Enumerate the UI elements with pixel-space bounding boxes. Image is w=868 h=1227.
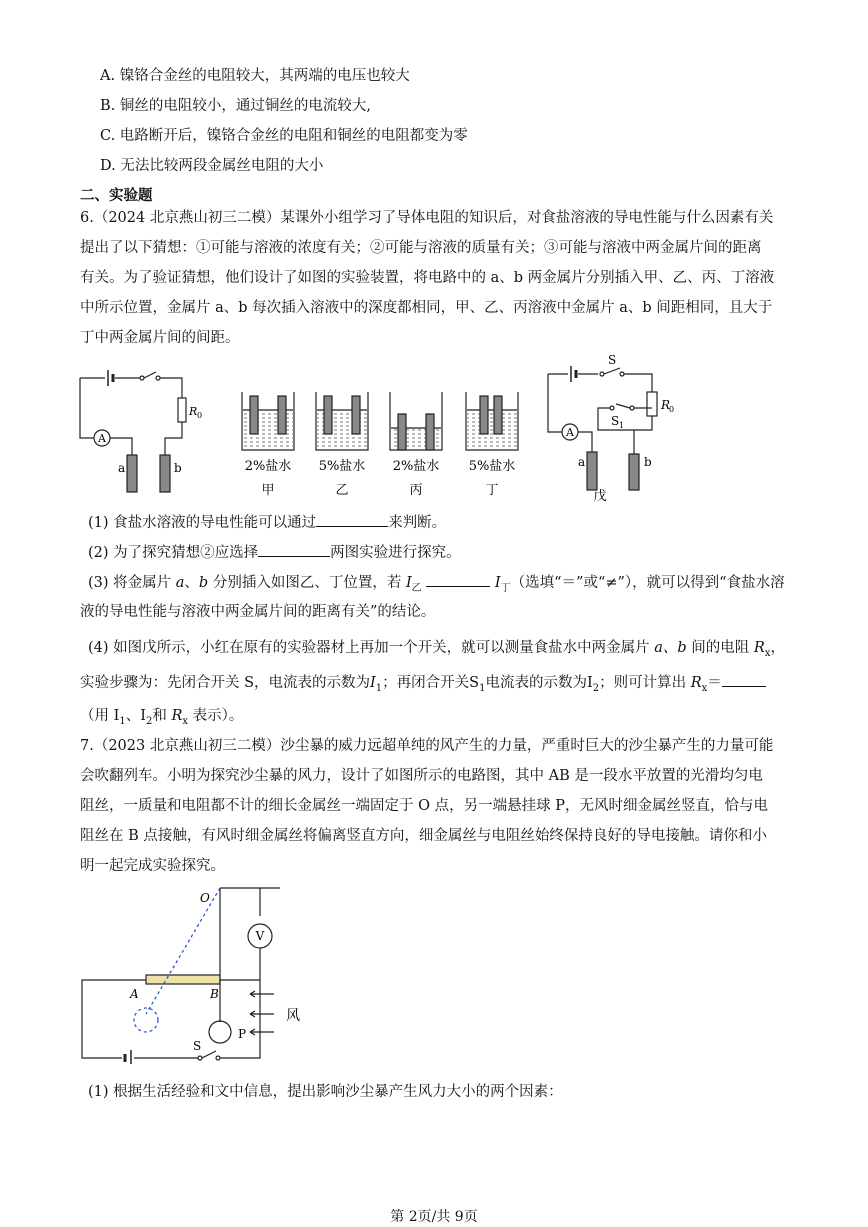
- q6-sub4-line3: （用 $I_1$、$I_2$和 $R_x$ 表示）。: [80, 708, 244, 727]
- q6-beakers: [232, 388, 532, 500]
- beaker-conc-label: 5%盐水: [318, 459, 366, 474]
- q7-stem-line: 7.（2023 北京燕山初三二模）沙尘暴的威力远超单纯的风产生的力量，严重时巨大的沙尘暴产生的力量可能: [80, 738, 774, 754]
- switch-s-label: S: [193, 1039, 202, 1053]
- q6-sub3-line2: 液的导电性能与溶液中两金属片间的距离有关”的结论。: [80, 604, 436, 620]
- q6-stem-line: 有关。为了验证猜想，他们设计了如图的实验装置，将电路中的 a、b 两金属片分别插入甲、乙、丙、丁溶液: [80, 270, 775, 286]
- q7-sub1: (1) 根据生活经验和文中信息，提出影响沙尘暴产生风力大小的两个因素：: [88, 1084, 563, 1100]
- ammeter-label: A: [98, 432, 106, 445]
- answer-blank[interactable]: [316, 512, 388, 527]
- q6-sub4-line1: (4) 如图戊所示，小红在原有的实验器材上再加一个开关，就可以测量食盐水中两金属片 a、b 间的电阻 $R_x$，: [88, 640, 785, 659]
- beaker-name-label: 丁: [485, 483, 499, 498]
- q5-option-a: A. 镍铬合金丝的电阻较大，其两端的电压也较大: [100, 68, 410, 84]
- figure-name-label: 戊: [593, 489, 607, 504]
- q6-sub2: (2) 为了探究猜想②应选择 两图实验进行探究。: [88, 542, 461, 563]
- point-o-label: O: [200, 891, 210, 905]
- beaker-conc-label: 2%盐水: [244, 459, 292, 474]
- plate-a-label: a: [118, 461, 126, 475]
- switch-s1-subscript: 1: [619, 421, 625, 430]
- q7-stem-line: 阻丝在 B 点接触，有风时细金属丝将偏离竖直方向，细金属丝与电阻丝始终保持良好的导电接触。请你和小: [80, 828, 767, 844]
- voltmeter-label: V: [255, 929, 265, 943]
- resistor-label: R: [661, 398, 671, 412]
- ball-p-label: P: [238, 1027, 247, 1041]
- q7-stem-line: 阻丝，一质量和电阻都不计的细长金属丝一端固定于 O 点，另一端悬挂球 P，无风时细金属丝竖直，恰与电: [80, 798, 768, 814]
- q6-stem-line: 6.（2024 北京燕山初三二模）某课外小组学习了导体电阻的知识后，对食盐溶液的导电性能与什么因素有关: [80, 210, 774, 226]
- page-footer: 第 2页/共 9页: [390, 1209, 478, 1225]
- q5-option-b: B. 铜丝的电阻较小，通过铜丝的电流较大,: [100, 98, 371, 114]
- beaker-conc-label: 2%盐水: [392, 459, 440, 474]
- q7-stem-line: 明一起完成实验探究。: [80, 858, 225, 874]
- q5-option-c: C. 电路断开后，镍铬合金丝的电阻和铜丝的电阻都变为零: [100, 128, 468, 144]
- beaker-name-label: 甲: [261, 483, 275, 498]
- q6-circuit-wu-diagram: [540, 352, 690, 504]
- beaker-name-label: 丙: [409, 483, 423, 498]
- q7-stem-line: 会吹翻列车。小明为探究沙尘暴的风力，设计了如图所示的电路图，其中 AB 是一段水平放置的光滑均匀电: [80, 768, 763, 784]
- q6-sub3-line1: (3) 将金属片 a、b 分别插入如图乙、丁位置，若 $I_乙$ $I_丁$（选填“＝”或“≠”），就可以得到“食盐水溶: [88, 572, 785, 599]
- plate-b-label: b: [644, 455, 652, 469]
- wind-label: 风: [286, 1008, 300, 1024]
- switch-s1-label: S: [611, 414, 620, 428]
- point-a-label: A: [130, 987, 139, 1001]
- plate-a-label: a: [578, 455, 586, 469]
- q6-stem-line: 中所示位置，金属片 a、b 每次插入溶液中的深度都相同，甲、乙、丙溶液中金属片 a、b 间距相同，且大于: [80, 300, 773, 316]
- plate-b-label: b: [174, 461, 182, 475]
- q6-sub1: (1) 食盐水溶液的导电性能可以通过 来判断。: [88, 512, 446, 533]
- q6-sub4-line2: 实验步骤为：先闭合开关 S，电流表的示数为$I_1$；再闭合开关$S_1$电流表的示数为$I_2$；则可计算出 $R_x=$: [80, 672, 766, 699]
- q7-circuit-diagram: [78, 886, 318, 1064]
- resistor-subscript: 0: [197, 411, 203, 420]
- section-title: 二、实验题: [80, 187, 153, 204]
- q6-stem-line: 丁中两金属片间的间距。: [80, 330, 240, 346]
- q5-option-d: D. 无法比较两段金属丝电阻的大小: [100, 158, 324, 174]
- resistor-label: R: [189, 405, 198, 418]
- point-b-label: B: [210, 987, 219, 1001]
- answer-blank[interactable]: [722, 672, 766, 687]
- q6-circuit-diagram: [70, 370, 220, 495]
- ammeter-label: A: [566, 426, 574, 439]
- q6-stem-line: 提出了以下猜想：①可能与溶液的浓度有关；②可能与溶液的质量有关；③可能与溶液中两金属片间的距离: [80, 240, 762, 256]
- beaker-conc-label: 5%盐水: [468, 459, 516, 474]
- resistor-subscript: 0: [669, 405, 675, 414]
- answer-blank[interactable]: [258, 542, 330, 557]
- switch-s-label: S: [608, 353, 617, 367]
- beaker-name-label: 乙: [335, 483, 349, 498]
- answer-blank[interactable]: [426, 572, 490, 587]
